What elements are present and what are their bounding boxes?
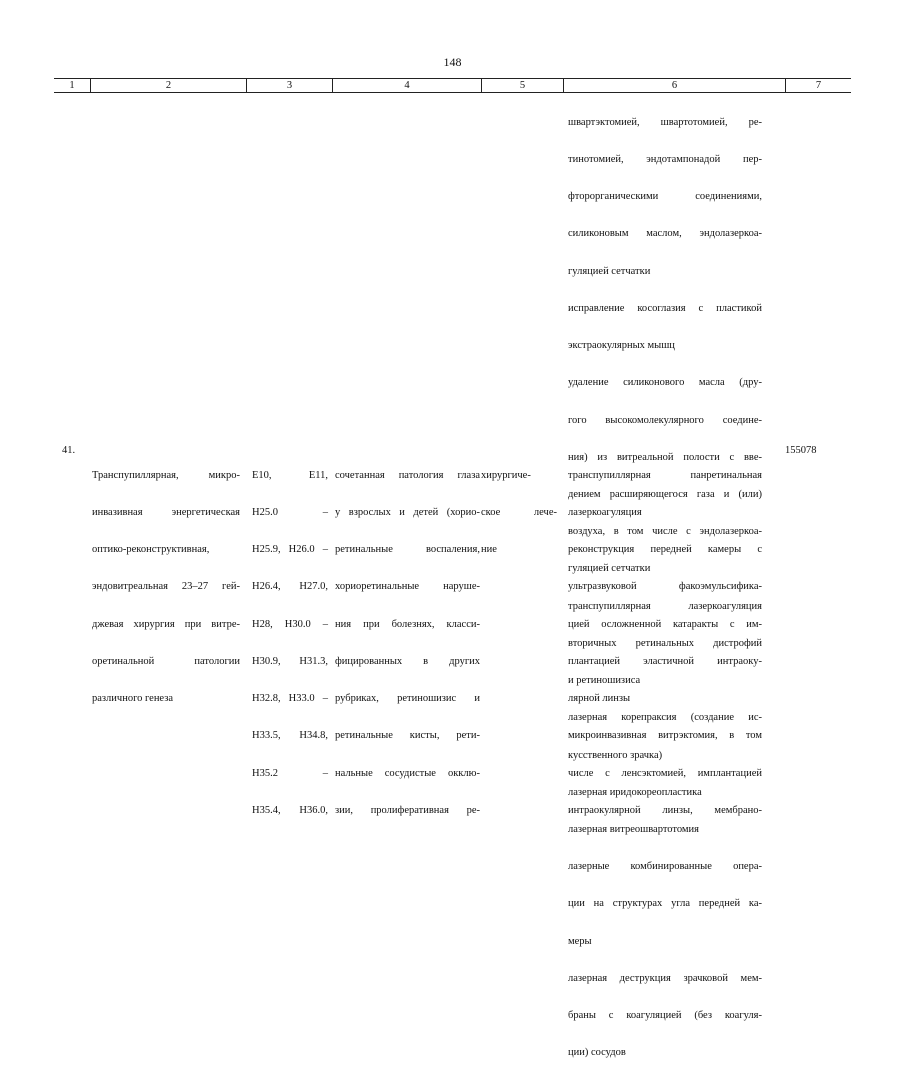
text-line: H25.0 – [252, 507, 328, 519]
method-line: лазерная деструкция зрачковой мем- [568, 972, 762, 984]
method-line: удаление силиконового масла (дру- [568, 377, 762, 389]
header-col-4: 4 [404, 80, 410, 91]
text-line: H33.5, H34.8, [252, 730, 328, 742]
text-line: джевая хирургия при витре- [92, 618, 240, 630]
method-line: меры [568, 935, 592, 947]
text-line: ния при болезнях, класси- [335, 618, 480, 630]
text-line: эндовитреальная 23–27 гей- [92, 581, 240, 593]
method-line: лазерная витреошвартотомия [568, 823, 699, 835]
row-41-patient-model [335, 445, 480, 830]
method-line: экстраокулярных мышц [568, 340, 675, 352]
text-line: H32.8, H33.0 – [252, 693, 328, 705]
text-line: оретинальной патологии [92, 655, 240, 667]
text-line: H28, H30.0 – [252, 618, 328, 630]
row-41-treatment-methods [568, 445, 762, 830]
header-col-3: 3 [286, 80, 293, 91]
method-line: плантацией эластичной интраоку- [568, 655, 762, 667]
text-line: различного генеза [92, 693, 174, 705]
method-line: ния) из витреальной полости с вве- [568, 451, 762, 463]
text-line: хирургиче- [481, 469, 531, 481]
method-line: исправление косоглазия с пластикой [568, 302, 762, 314]
text-line: H30.9, H31.3, [252, 655, 328, 667]
method-line: лазеркоагуляция [568, 507, 642, 519]
method-line: лярной линзы [568, 693, 631, 705]
text-line: рубриках, ретиношизис и [335, 693, 480, 705]
text-line: оптико-реконструктивная, [92, 544, 210, 556]
row-41-treatment-type [481, 445, 557, 569]
method-line: гуляцией сетчатки [568, 563, 651, 575]
text-line: Транспупиллярная, микро- [92, 469, 240, 481]
row-41-icd-codes [252, 445, 328, 830]
text-line: сочетанная патология глаза [335, 469, 480, 481]
row-41-vmp-name [92, 445, 240, 718]
text-line: ретинальные кисты, рети- [335, 730, 480, 742]
method-line: ции) сосудов [568, 1047, 626, 1059]
text-line: H35.4, H36.0, [252, 804, 328, 816]
text-line: ние [481, 544, 497, 556]
method-line: ультразвуковой факоэмульсифика- [568, 581, 762, 593]
text-line: зии, пролиферативная ре- [335, 804, 480, 816]
method-line: микроинвазивная витрэктомия, в том [568, 730, 762, 742]
row-41-number: 41. [62, 445, 76, 456]
method-line: реконструкция передней камеры с [568, 544, 762, 556]
method-line: воздуха, в том числе с эндолазеркоа- [568, 526, 762, 538]
text-line: инвазивная энергетическая [92, 507, 240, 519]
method-line: транспупиллярная панретинальная [568, 469, 762, 481]
header-col-5: 5 [519, 80, 526, 91]
method-line: интраокулярной линзы, мембрано- [568, 804, 762, 816]
method-line: ции на структурах угла передней ка- [568, 898, 762, 910]
method-line: силиконовым маслом, эндолазеркоа- [568, 228, 762, 240]
method-line: гого высокомолекулярного соедине- [568, 414, 762, 426]
method-line: браны с коагуляцией (без коагуля- [568, 1010, 762, 1022]
text-line: у взрослых и детей (хорио- [335, 507, 480, 519]
text-line: H26.4, H27.0, [252, 581, 328, 593]
text-line: фицированных в других [335, 655, 480, 667]
method-line: лазерные комбинированные опера- [568, 861, 762, 873]
text-line: ское лече- [481, 507, 557, 519]
text-line: ретинальные воспаления, [335, 544, 480, 556]
method-line: транспупиллярная лазеркоагуляция [568, 600, 762, 612]
method-line: гуляцией сетчатки [568, 265, 651, 277]
method-line: тинотомией, эндотампонадой пер- [568, 154, 762, 166]
table-header-row [54, 78, 851, 93]
method-line: цией осложненной катаракты с им- [568, 618, 762, 630]
method-line: фторорганическими соединениями, [568, 191, 762, 203]
method-line: числе с ленсэктомией, имплантацией [568, 767, 762, 779]
text-line: H25.9, H26.0 – [252, 544, 328, 556]
text-line: E10, E11, [252, 469, 328, 481]
method-line: лазерная иридокореопластика [568, 786, 702, 798]
method-line: лазерная корепраксия (создание ис- [568, 712, 762, 724]
page-number: 148 [443, 55, 462, 69]
header-col-6: 6 [671, 80, 678, 91]
method-line: кусственного зрачка) [568, 749, 663, 761]
method-line: и ретиношизиса [568, 675, 641, 687]
method-line: дением расширяющегося газа и (или) [568, 489, 762, 500]
text-line: H35.2 – [252, 767, 328, 779]
row-41-cost: 155078 [785, 445, 817, 456]
header-col-1: 1 [69, 80, 75, 91]
method-line: вторичных ретинальных дистрофий [568, 637, 762, 649]
method-line: швартэктомией, швартотомией, ре- [568, 116, 762, 128]
text-line: нальные сосудистые окклю- [335, 767, 480, 779]
header-col-7: 7 [815, 80, 822, 91]
header-col-2: 2 [165, 80, 172, 91]
text-line: хориоретинальные наруше- [335, 581, 480, 593]
